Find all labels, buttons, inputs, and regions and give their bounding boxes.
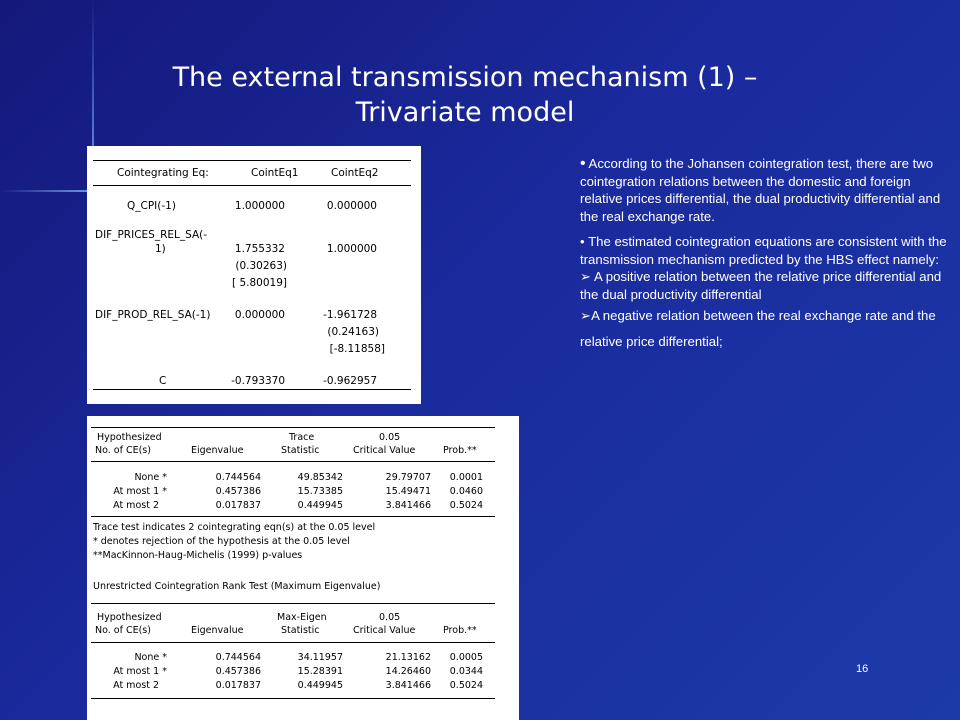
coint-row-label: 1)	[155, 243, 166, 255]
maxeig-header: Max-Eigen	[277, 612, 327, 623]
trace-cell: 0.0001	[449, 472, 483, 483]
maxeig-cell: 34.11957	[297, 652, 343, 663]
maxeig-cell: 0.744564	[215, 652, 261, 663]
coint-row-value: 1.000000	[234, 200, 285, 212]
coint-header-eq: Cointegrating Eq:	[117, 167, 209, 179]
arrow-bullet-icon: ➢	[580, 308, 592, 323]
maxeig-header: No. of CE(s)	[95, 625, 151, 636]
maxeig-header: Statistic	[281, 625, 320, 636]
trace-header: No. of CE(s)	[95, 445, 151, 456]
coint-row-value: 1.000000	[326, 243, 377, 255]
maxeig-cell: 3.841466	[385, 680, 431, 691]
bullet-1-text: According to the Johansen cointegration test, there are two cointegration relations between the domestic and foreign relative prices differential, the dual productivity differential and the real exchange rate.	[580, 156, 941, 224]
maxeig-header: Eigenvalue	[191, 625, 244, 636]
trace-note: Trace test indicates 2 cointegrating eqn(s) at the 0.05 level	[93, 522, 376, 533]
coint-row-se: (0.24163)	[327, 326, 379, 338]
trace-header: Prob.**	[443, 445, 477, 456]
trace-cell: 29.79707	[385, 472, 431, 483]
maxeig-header-rule	[91, 642, 495, 643]
coint-table-header	[93, 160, 411, 186]
maxeig-header: Hypothesized	[97, 612, 162, 623]
trace-cell: 0.744564	[215, 472, 261, 483]
arrow-bullet-icon: ➢	[580, 269, 592, 284]
trace-header: Critical Value	[353, 445, 416, 456]
bullet-dot-icon: •	[580, 234, 585, 249]
maxeig-header: Prob.**	[443, 625, 477, 636]
trace-cell: 0.5024	[449, 500, 483, 511]
coint-row-label: DIF_PRICES_REL_SA(-	[95, 229, 208, 241]
maxeig-cell: 15.28391	[297, 666, 343, 677]
bullet-2	[580, 233, 952, 355]
maxeig-cell: 14.26460	[385, 666, 431, 677]
trace-header-rule	[91, 461, 495, 462]
coint-row-se: (0.30263)	[235, 260, 287, 272]
slide-title	[90, 60, 840, 130]
maxeig-header: 0.05	[379, 612, 401, 623]
trace-header: Hypothesized	[97, 432, 162, 443]
decorative-glow-horizontal	[0, 190, 95, 192]
trace-header: Trace	[289, 432, 315, 443]
trace-cell: 15.73385	[297, 486, 343, 497]
coint-row-value: 0.000000	[326, 200, 377, 212]
explanation-text	[580, 155, 952, 363]
coint-row-value: -1.961728	[323, 309, 377, 321]
maxeig-cell: 0.457386	[215, 666, 261, 677]
trace-cell: 3.841466	[385, 500, 431, 511]
title-line-2: Trivariate model	[355, 97, 575, 128]
trace-header: Statistic	[281, 445, 320, 456]
bullet-2-text: The estimated cointegration equations are consistent with the transmission mechanism predicted by the HBS effect namely:	[580, 234, 947, 267]
maxeig-cell: At most 1 *	[113, 666, 167, 677]
maxeig-title: Unrestricted Cointegration Rank Test (Maximum Eigenvalue)	[93, 581, 381, 592]
page-number: 16	[856, 663, 869, 675]
coint-row-label: C	[159, 375, 167, 387]
trace-cell: At most 2	[113, 500, 159, 511]
trace-cell: 15.49471	[385, 486, 431, 497]
trace-bottom-rule	[91, 516, 495, 517]
coint-row-tstat: [ 5.80019]	[232, 277, 287, 289]
trace-cell: At most 1 *	[113, 486, 167, 497]
maxeig-cell: At most 2	[113, 680, 159, 691]
maxeig-cell: None *	[134, 652, 167, 663]
maxeig-cell: 0.0005	[449, 652, 483, 663]
trace-note: **MacKinnon-Haug-Michelis (1999) p-values	[93, 550, 303, 561]
trace-header: 0.05	[379, 432, 401, 443]
coint-header-eq2: CointEq2	[331, 167, 379, 179]
maxeig-top-rule	[91, 603, 495, 604]
coint-header-eq1: CointEq1	[251, 167, 299, 179]
trace-cell: 0.457386	[215, 486, 261, 497]
coint-row-label: Q_CPI(-1)	[127, 200, 176, 212]
maxeig-cell: 21.13162	[385, 652, 431, 663]
coint-row-value: 1.755332	[234, 243, 285, 255]
rank-test-table	[87, 416, 519, 720]
maxeig-cell: 0.017837	[215, 680, 261, 691]
maxeig-bottom-rule	[91, 698, 495, 699]
trace-header: Eigenvalue	[191, 445, 244, 456]
trace-cell: 0.017837	[215, 500, 261, 511]
arrow-bullet-2-text: A negative relation between the real exchange rate and the relative price differential;	[580, 308, 936, 349]
trace-cell: 0.449945	[297, 500, 343, 511]
coint-row-value: 0.000000	[234, 309, 285, 321]
maxeig-cell: 0.0344	[449, 666, 483, 677]
arrow-bullet-1-text: A positive relation between the relative price differential and the dual productivity differential	[580, 269, 942, 302]
cointegrating-eq-table	[87, 146, 421, 404]
trace-cell: 0.0460	[449, 486, 483, 497]
coint-row-value: -0.962957	[323, 375, 377, 387]
maxeig-cell: 0.449945	[297, 680, 343, 691]
bullet-1	[580, 155, 952, 225]
bullet-dot-icon: •	[580, 155, 586, 172]
coint-row-tstat: [-8.11858]	[329, 343, 385, 355]
trace-cell: None *	[134, 472, 167, 483]
trace-note: * denotes rejection of the hypothesis at the 0.05 level	[93, 536, 350, 547]
trace-cell: 49.85342	[297, 472, 343, 483]
title-line-1: The external transmission mechanism (1) –	[172, 62, 758, 93]
maxeig-header: Critical Value	[353, 625, 416, 636]
coint-row-value: -0.793370	[231, 375, 285, 387]
trace-top-rule	[91, 427, 495, 428]
coint-row-label: DIF_PROD_REL_SA(-1)	[95, 309, 211, 321]
maxeig-cell: 0.5024	[449, 680, 483, 691]
coint-table-bottom-rule	[93, 389, 411, 390]
